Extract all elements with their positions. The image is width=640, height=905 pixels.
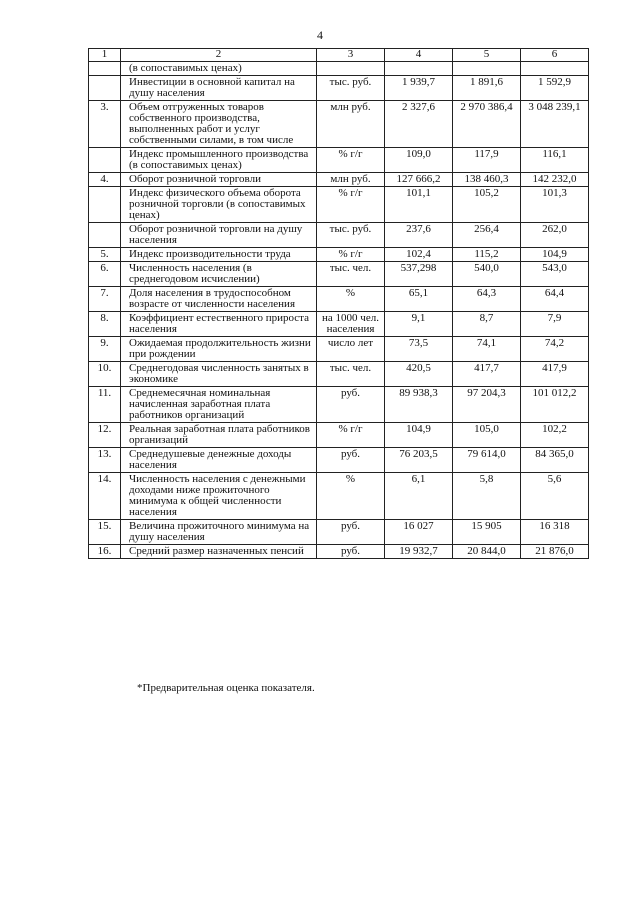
value-col-6: 5,6: [521, 473, 589, 520]
table-row: [89, 337, 589, 362]
value-col-5: 20 844,0: [453, 545, 521, 559]
value-col-5: 64,3: [453, 287, 521, 312]
indicator-name: Численность населения с денежными доходами ниже прожиточного минимума к общей численности населения: [121, 473, 317, 520]
table-row: [89, 387, 589, 423]
value-col-5: [453, 62, 521, 76]
value-col-4: 101,1: [385, 187, 453, 223]
indicator-name: Средний размер назначенных пенсий: [121, 545, 317, 559]
table-row: [89, 287, 589, 312]
column-header: 4: [385, 49, 453, 62]
table-row: [89, 362, 589, 387]
table-row: [89, 473, 589, 520]
value-col-4: 19 932,7: [385, 545, 453, 559]
value-col-4: 127 666,2: [385, 173, 453, 187]
column-header: 3: [317, 49, 385, 62]
value-col-6: 74,2: [521, 337, 589, 362]
value-col-6: 104,9: [521, 248, 589, 262]
unit-of-measure: тыс. чел.: [317, 362, 385, 387]
indicator-name: Среднемесячная номинальная начисленная заработная плата работников организаций: [121, 387, 317, 423]
value-col-6: 101,3: [521, 187, 589, 223]
row-number: [89, 223, 121, 248]
row-number: 6.: [89, 262, 121, 287]
indicator-name: Индекс физического объема оборота розничной торговли (в сопоставимых ценах): [121, 187, 317, 223]
value-col-5: 105,2: [453, 187, 521, 223]
value-col-4: 65,1: [385, 287, 453, 312]
value-col-4: 420,5: [385, 362, 453, 387]
unit-of-measure: [317, 62, 385, 76]
table-row: [89, 248, 589, 262]
value-col-6: 21 876,0: [521, 545, 589, 559]
unit-of-measure: млн руб.: [317, 173, 385, 187]
unit-of-measure: число лет: [317, 337, 385, 362]
value-col-4: 89 938,3: [385, 387, 453, 423]
indicator-name: Объем отгруженных товаров собственного производства, выполненных работ и услуг собственными силами, в том числе: [121, 101, 317, 148]
value-col-4: [385, 62, 453, 76]
row-number: 3.: [89, 101, 121, 148]
value-col-5: 1 891,6: [453, 76, 521, 101]
value-col-4: 102,4: [385, 248, 453, 262]
value-col-6: 7,9: [521, 312, 589, 337]
value-col-5: 74,1: [453, 337, 521, 362]
value-col-5: 105,0: [453, 423, 521, 448]
value-col-6: 64,4: [521, 287, 589, 312]
value-col-4: 6,1: [385, 473, 453, 520]
row-number: [89, 187, 121, 223]
unit-of-measure: % г/г: [317, 423, 385, 448]
row-number: 11.: [89, 387, 121, 423]
value-col-5: 540,0: [453, 262, 521, 287]
value-col-5: 8,7: [453, 312, 521, 337]
indicator-name: (в сопоставимых ценах): [121, 62, 317, 76]
value-col-6: 102,2: [521, 423, 589, 448]
table-row: [89, 312, 589, 337]
table-row: [89, 448, 589, 473]
indicator-name: Оборот розничной торговли: [121, 173, 317, 187]
unit-of-measure: на 1000 чел. населения: [317, 312, 385, 337]
indicator-name: Доля населения в трудоспособном возрасте от численности населения: [121, 287, 317, 312]
column-header: 6: [521, 49, 589, 62]
unit-of-measure: % г/г: [317, 187, 385, 223]
value-col-4: 109,0: [385, 148, 453, 173]
value-col-4: 1 939,7: [385, 76, 453, 101]
column-header: 2: [121, 49, 317, 62]
unit-of-measure: руб.: [317, 520, 385, 545]
value-col-5: 79 614,0: [453, 448, 521, 473]
value-col-5: 417,7: [453, 362, 521, 387]
value-col-5: 256,4: [453, 223, 521, 248]
table-header-row: [89, 49, 589, 62]
unit-of-measure: %: [317, 473, 385, 520]
page-number: 4: [317, 28, 323, 42]
indicator-name: Ожидаемая продолжительность жизни при рождении: [121, 337, 317, 362]
indicator-name: Величина прожиточного минимума на душу населения: [121, 520, 317, 545]
unit-of-measure: %: [317, 287, 385, 312]
row-number: [89, 148, 121, 173]
value-col-5: 117,9: [453, 148, 521, 173]
value-col-4: 76 203,5: [385, 448, 453, 473]
row-number: 5.: [89, 248, 121, 262]
unit-of-measure: млн руб.: [317, 101, 385, 148]
table-row: [89, 262, 589, 287]
value-col-6: 116,1: [521, 148, 589, 173]
value-col-5: 2 970 386,4: [453, 101, 521, 148]
row-number: 14.: [89, 473, 121, 520]
value-col-5: 15 905: [453, 520, 521, 545]
table-row: [89, 187, 589, 223]
row-number: 10.: [89, 362, 121, 387]
value-col-6: 3 048 239,1: [521, 101, 589, 148]
unit-of-measure: тыс. руб.: [317, 76, 385, 101]
value-col-6: 543,0: [521, 262, 589, 287]
table-row: [89, 520, 589, 545]
value-col-6: 142 232,0: [521, 173, 589, 187]
indicator-name: Коэффициент естественного прироста населения: [121, 312, 317, 337]
indicator-name: Оборот розничной торговли на душу населения: [121, 223, 317, 248]
table-row: [89, 101, 589, 148]
indicator-name: Среднегодовая численность занятых в экономике: [121, 362, 317, 387]
row-number: 16.: [89, 545, 121, 559]
value-col-4: 104,9: [385, 423, 453, 448]
unit-of-measure: руб.: [317, 545, 385, 559]
table-row: [89, 423, 589, 448]
value-col-4: 16 027: [385, 520, 453, 545]
indicators-table: [88, 48, 589, 559]
value-col-5: 5,8: [453, 473, 521, 520]
row-number: 13.: [89, 448, 121, 473]
table-row: [89, 148, 589, 173]
row-number: 12.: [89, 423, 121, 448]
value-col-6: 262,0: [521, 223, 589, 248]
table-row: [89, 545, 589, 559]
value-col-5: 97 204,3: [453, 387, 521, 423]
footnote: *Предварительная оценка показателя.: [137, 682, 315, 694]
value-col-4: 537,298: [385, 262, 453, 287]
value-col-4: 2 327,6: [385, 101, 453, 148]
column-header: 1: [89, 49, 121, 62]
table-row: [89, 76, 589, 101]
unit-of-measure: руб.: [317, 448, 385, 473]
table-row: [89, 223, 589, 248]
row-number: 7.: [89, 287, 121, 312]
indicator-name: Среднедушевые денежные доходы населения: [121, 448, 317, 473]
row-number: [89, 76, 121, 101]
value-col-4: 237,6: [385, 223, 453, 248]
row-number: 15.: [89, 520, 121, 545]
value-col-6: 417,9: [521, 362, 589, 387]
value-col-4: 73,5: [385, 337, 453, 362]
indicator-name: Индекс производительности труда: [121, 248, 317, 262]
row-number: 8.: [89, 312, 121, 337]
column-header: 5: [453, 49, 521, 62]
indicator-name: Инвестиции в основной капитал на душу населения: [121, 76, 317, 101]
row-number: 4.: [89, 173, 121, 187]
unit-of-measure: % г/г: [317, 248, 385, 262]
indicator-name: Индекс промышленного производства (в сопоставимых ценах): [121, 148, 317, 173]
value-col-5: 138 460,3: [453, 173, 521, 187]
unit-of-measure: тыс. чел.: [317, 262, 385, 287]
unit-of-measure: тыс. руб.: [317, 223, 385, 248]
table-row: [89, 62, 589, 76]
unit-of-measure: руб.: [317, 387, 385, 423]
unit-of-measure: % г/г: [317, 148, 385, 173]
indicator-name: Реальная заработная плата работников организаций: [121, 423, 317, 448]
value-col-6: 101 012,2: [521, 387, 589, 423]
value-col-6: 1 592,9: [521, 76, 589, 101]
row-number: [89, 62, 121, 76]
value-col-6: 84 365,0: [521, 448, 589, 473]
value-col-6: [521, 62, 589, 76]
value-col-5: 115,2: [453, 248, 521, 262]
row-number: 9.: [89, 337, 121, 362]
value-col-6: 16 318: [521, 520, 589, 545]
value-col-4: 9,1: [385, 312, 453, 337]
table-row: [89, 173, 589, 187]
indicator-name: Численность населения (в среднегодовом исчислении): [121, 262, 317, 287]
